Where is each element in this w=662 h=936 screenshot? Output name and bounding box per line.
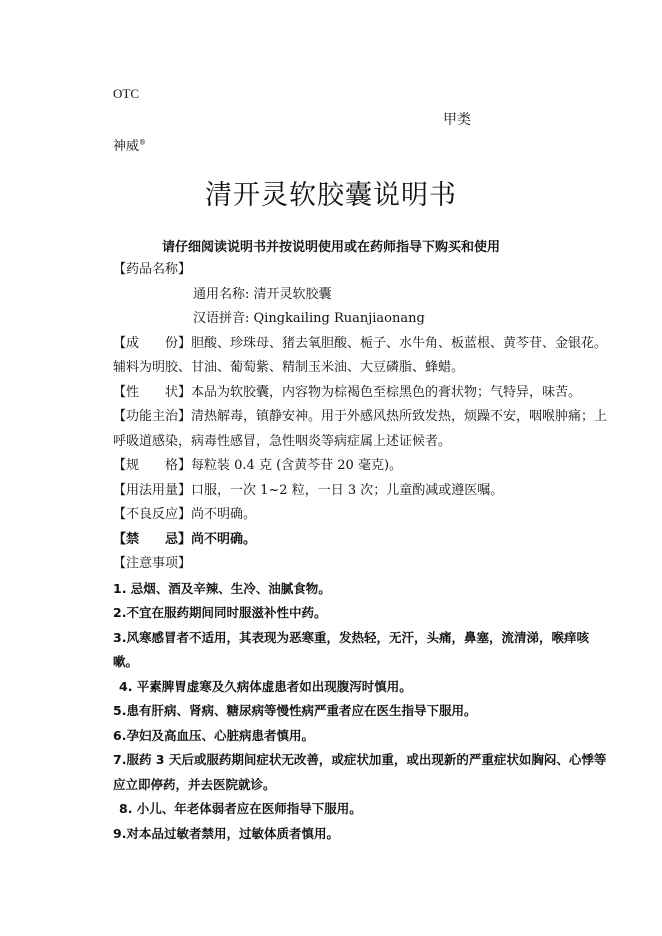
contra-section	[113, 528, 613, 553]
ingredients-section	[113, 332, 613, 381]
adverse-text: 尚不明确。	[191, 507, 257, 522]
ingredients-text: 胆酸、珍珠母、猪去氧胆酸、栀子、水牛角、板蓝根、黄芩苷、金银花。辅料为明胶、甘油、葡萄紫、精制玉米油、大豆磷脂、蜂蜡。	[113, 335, 608, 375]
usage-notice: 请仔细阅读说明书并按说明使用或在药师指导下购买和使用	[161, 240, 500, 255]
category-label: 甲类	[443, 112, 471, 128]
function-section	[113, 405, 613, 454]
usage-text: 口服，一次 1~2 粒，一日 3 次；儿童酌减或遵医嘱。	[191, 482, 504, 498]
precautions-section: 【注意事项】	[113, 556, 192, 571]
usage-label: 【用法用量】	[113, 482, 192, 498]
character-label: 【性 状】	[113, 384, 192, 400]
precaution-item: 8. 小儿、年老体弱者应在医师指导下服用。	[119, 801, 362, 816]
precaution-item: 9.对本品过敏者禁用，过敏体质者慎用。	[113, 825, 339, 841]
drug-name-section: 【药品名称】	[113, 262, 192, 277]
brand-name	[113, 135, 146, 154]
precaution-item: 3.风寒感冒者不适用，其表现为恶寒重，发热轻，无汗，头痛，鼻塞，流清涕，喉痒咳嗽。	[113, 629, 589, 669]
generic-name: 通用名称: 清开灵软胶囊	[193, 286, 332, 302]
precaution-item: 6.孕妇及高血压、心脏病患者慎用。	[113, 727, 314, 743]
ingredients-label: 【成 份】	[113, 335, 192, 351]
spec-text: 每粒装 0.4 克 (含黄芩苷 20 毫克)。	[191, 458, 403, 473]
spec-label: 【规 格】	[113, 458, 192, 473]
adverse-section	[113, 503, 613, 528]
contra-text: 尚不明确。	[191, 531, 257, 547]
function-label: 【功能主治】	[113, 409, 192, 424]
character-text: 本品为软胶囊，内容物为棕褐色至棕黑色的膏状物；气特异，味苦。	[191, 384, 582, 400]
spec-section	[113, 454, 613, 479]
contra-label: 【禁 忌】	[113, 531, 192, 547]
character-section	[113, 381, 613, 406]
usage-section	[113, 479, 613, 504]
document-body	[113, 258, 613, 846]
precaution-item: 7.服药 3 天后或服药期间症状无改善，或症状加重，或出现新的严重症状如胸闷、心悸等应立即停药，并去医院就诊。	[113, 752, 607, 792]
registered-mark: ®	[139, 138, 147, 147]
document-title: 清开灵软胶囊说明书	[205, 180, 457, 211]
brand-text: 神威	[113, 139, 140, 154]
pinyin-name: 汉语拼音: Qingkailing Ruanjiaonang	[193, 311, 425, 326]
adverse-label: 【不良反应】	[113, 507, 192, 522]
precaution-item: 5.患有肝病、肾病、糖尿病等慢性病严重者应在医生指导下服用。	[113, 703, 477, 718]
precautions-list	[113, 577, 613, 847]
function-text: 清热解毒，镇静安神。用于外感风热所致发热，烦躁不安，咽喉肿痛；上呼吸道感染，病毒性感冒，急性咽炎等病症属上述证候者。	[113, 409, 608, 449]
otc-label: OTC	[113, 86, 139, 101]
precaution-item: 4. 平素脾胃虚寒及久病体虚患者如出现腹泻时慎用。	[119, 678, 412, 694]
precaution-item: 2.不宜在服药期间同时服滋补性中药。	[113, 605, 327, 620]
precaution-item: 1. 忌烟、酒及辛辣、生冷、油腻食物。	[113, 580, 331, 596]
